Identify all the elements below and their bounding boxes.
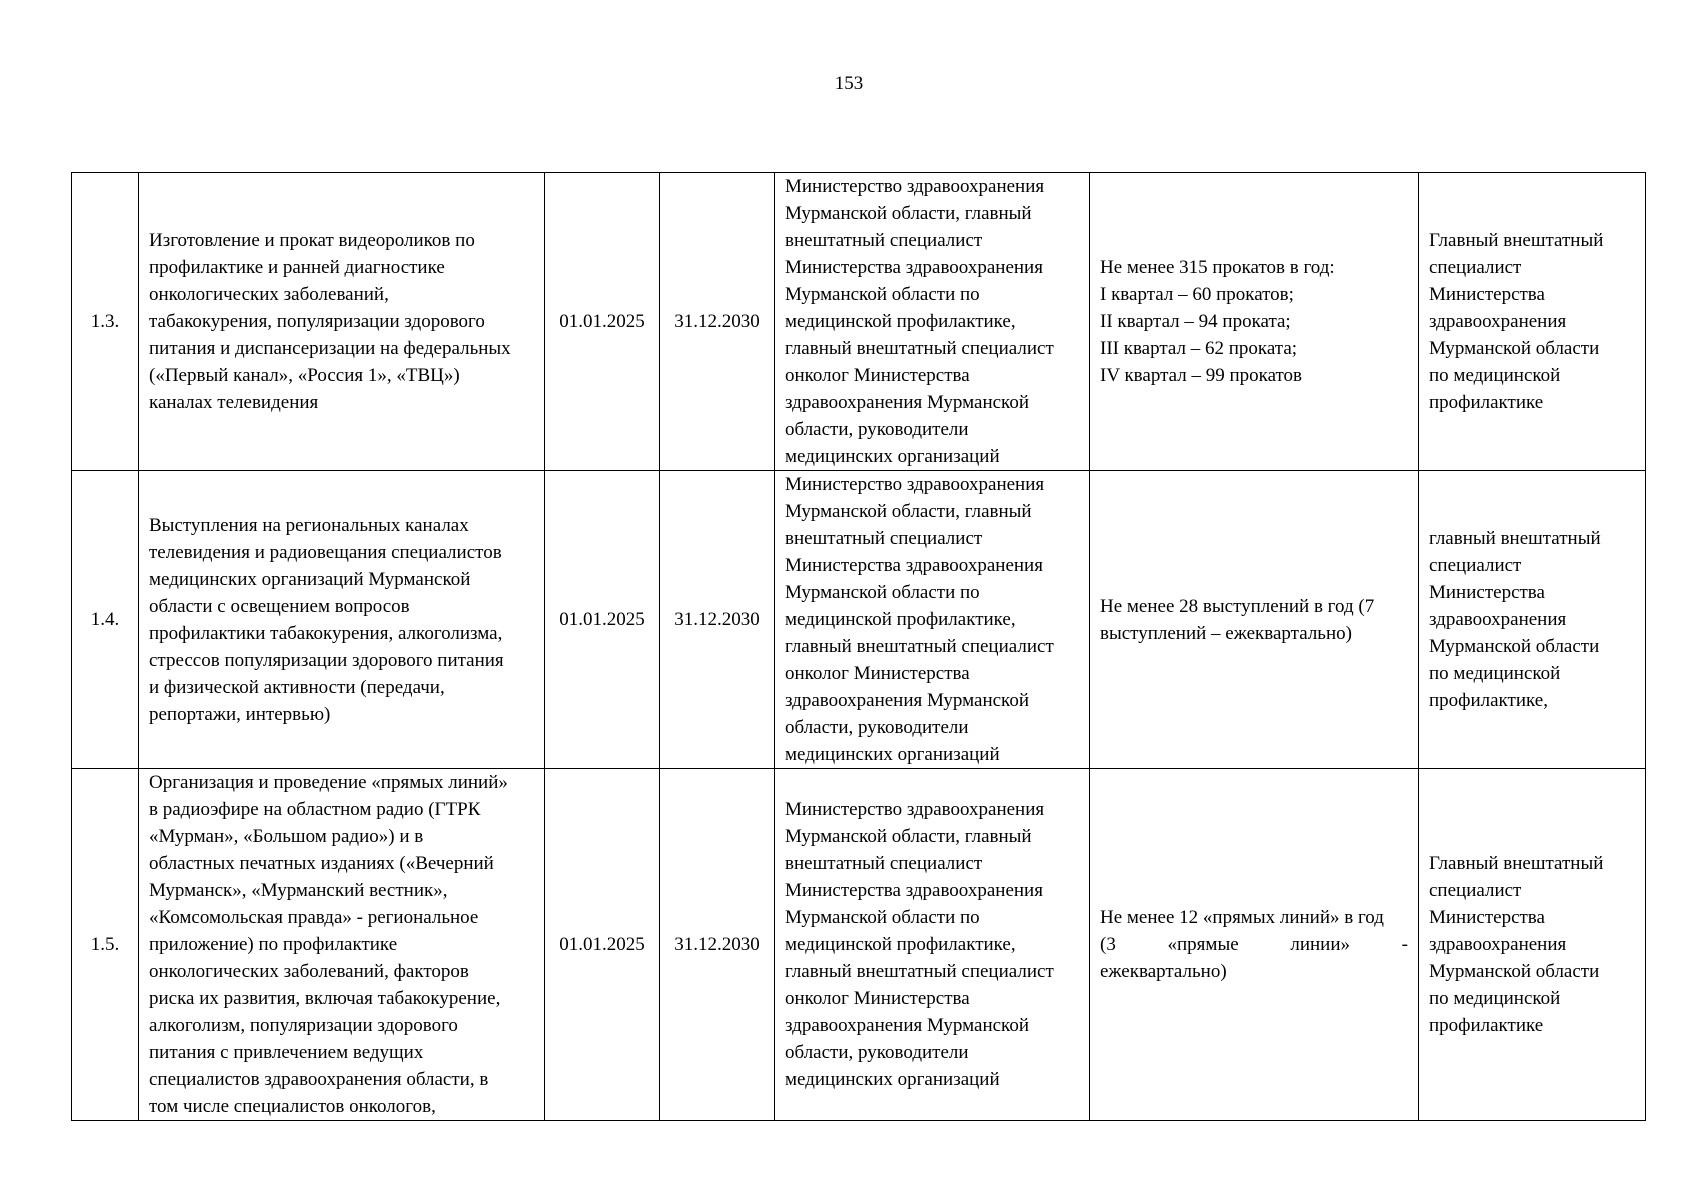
cell-line: ежеквартально) xyxy=(1100,961,1227,982)
cell-line: онколог Министерства xyxy=(785,988,970,1009)
cell-line: медицинских организаций Мурманской xyxy=(149,568,471,590)
table-row xyxy=(72,173,1646,471)
cell-line: Министерство здравоохранения xyxy=(785,176,1045,197)
cell-line: каналах телевидения xyxy=(149,392,319,413)
start-date: 01.01.2025 xyxy=(545,769,660,1121)
cell-line: Министерства xyxy=(1429,582,1545,603)
row-number: 1.3. xyxy=(72,173,139,471)
cell-line: Мурманской области xyxy=(1429,338,1600,359)
cell-line: областных печатных изданиях («Вечерний xyxy=(149,853,494,874)
cell-line: Не менее 28 выступлений в год (7 xyxy=(1100,595,1375,617)
page-number: 153 xyxy=(834,73,864,94)
cell-line: Мурманской области по xyxy=(785,907,980,928)
cell-line: Главный внештатный xyxy=(1429,230,1604,251)
row-number: 1.4. xyxy=(72,471,139,769)
cell-line: медицинских организаций xyxy=(785,1069,1000,1090)
cell-line: питания и диспансеризации на федеральных xyxy=(149,338,511,359)
cell-line: профилактике, xyxy=(1429,690,1548,711)
cell-line: по медицинской xyxy=(1429,365,1561,386)
activity-cell xyxy=(139,173,545,471)
cell-line: онкологических заболеваний, факторов xyxy=(149,961,469,982)
end-date: 31.12.2030 xyxy=(660,471,775,769)
cell-line: Мурманской области xyxy=(1429,961,1600,982)
cell-line: Не менее 315 прокатов в год: xyxy=(1100,257,1335,278)
indicator-cell xyxy=(1090,769,1419,1121)
cell-line: специалистов здравоохранения области, в xyxy=(149,1069,489,1090)
cell-line: области с освещением вопросов xyxy=(149,595,410,617)
cell-line: Министерства здравоохранения xyxy=(785,555,1043,576)
cell-line: главный внештатный xyxy=(1429,528,1601,549)
cell-line: по медицинской xyxy=(1429,988,1561,1009)
cell-line: здравоохранения xyxy=(1429,934,1567,955)
cell-line: медицинских организаций xyxy=(785,446,1000,467)
cell-line: профилактике и ранней диагностике xyxy=(149,257,445,278)
cell-line: II квартал – 94 проката; xyxy=(1100,311,1291,332)
cell-line: Министерства xyxy=(1429,907,1545,928)
cell-line: главный внештатный специалист xyxy=(785,961,1054,982)
cell-line: Организация и проведение «прямых линий» xyxy=(149,772,508,793)
cell-line: специалист xyxy=(1429,257,1522,278)
cell-line: области, руководители xyxy=(785,419,969,440)
cell-line: табакокурения, популяризации здорового xyxy=(149,311,485,332)
cell-line: («Первый канал», «Россия 1», «ТВЦ») xyxy=(149,365,460,386)
end-date: 31.12.2030 xyxy=(660,769,775,1121)
activity-cell xyxy=(139,471,545,769)
cell-line: и физической активности (передачи, xyxy=(149,676,445,698)
executors-cell xyxy=(775,769,1090,1121)
cell-line: медицинской профилактике, xyxy=(785,609,1016,630)
indicator-cell xyxy=(1090,173,1419,471)
cell-line: I квартал – 60 прокатов; xyxy=(1100,284,1294,305)
cell-line: здравоохранения xyxy=(1429,609,1567,630)
cell-line: области, руководители xyxy=(785,717,969,738)
cell-line: том числе специалистов онкологов, xyxy=(149,1096,436,1117)
responsible-cell xyxy=(1419,471,1646,769)
cell-line: Министерство здравоохранения xyxy=(785,474,1045,495)
cell-line: III квартал – 62 проката; xyxy=(1100,338,1298,359)
cell-line: главный внештатный специалист xyxy=(785,338,1054,359)
cell-line: Министерство здравоохранения xyxy=(785,799,1045,820)
row-number: 1.5. xyxy=(72,769,139,1121)
cell-line: здравоохранения Мурманской xyxy=(785,690,1029,711)
cell-line: Не менее 12 «прямых линий» в год xyxy=(1100,907,1384,928)
cell-line: риска их развития, включая табакокурение, xyxy=(149,988,501,1009)
cell-line: здравоохранения xyxy=(1429,311,1567,332)
cell-line: медицинской профилактике, xyxy=(785,934,1016,955)
cell-line: Выступления на региональных каналах xyxy=(149,514,469,536)
cell-line: онколог Министерства xyxy=(785,663,970,684)
responsible-cell xyxy=(1419,769,1646,1121)
cell-line: профилактике xyxy=(1429,1015,1544,1036)
cell-line: «Мурман», «Большом радио») и в xyxy=(149,826,424,847)
cell-line: внештатный специалист xyxy=(785,230,983,251)
cell-line: стрессов популяризации здорового питания xyxy=(149,649,504,671)
cell-line: Главный внештатный xyxy=(1429,853,1604,874)
cell-line: главный внештатный специалист xyxy=(785,636,1054,657)
cell-line: «Комсомольская правда» - региональное xyxy=(149,907,479,928)
cell-line: онкологических заболеваний, xyxy=(149,284,389,305)
cell-line: профилактики табакокурения, алкоголизма, xyxy=(149,622,503,644)
start-date: 01.01.2025 xyxy=(545,173,660,471)
cell-line: внештатный специалист xyxy=(785,528,983,549)
cell-line: в радиоэфире на областном радио (ГТРК xyxy=(149,799,481,820)
cell-line: Изготовление и прокат видеороликов по xyxy=(149,230,475,251)
cell-line: Мурманск», «Мурманский вестник», xyxy=(149,880,448,901)
cell-line: медицинских организаций xyxy=(785,744,1000,765)
activity-cell xyxy=(139,769,545,1121)
table-row xyxy=(72,471,1646,769)
cell-line: Мурманской области по xyxy=(785,284,980,305)
cell-line: Мурманской области, главный xyxy=(785,203,1032,224)
cell-line: Министерства здравоохранения xyxy=(785,257,1043,278)
cell-line: специалист xyxy=(1429,880,1522,901)
cell-line: внештатный специалист xyxy=(785,853,983,874)
end-date: 31.12.2030 xyxy=(660,173,775,471)
cell-line: Мурманской области xyxy=(1429,636,1600,657)
cell-line: здравоохранения Мурманской xyxy=(785,1015,1029,1036)
executors-cell xyxy=(775,471,1090,769)
indicator-cell xyxy=(1090,471,1419,769)
cell-line: по медицинской xyxy=(1429,663,1561,684)
cell-line: (3 «прямые линии» - xyxy=(1100,934,1408,955)
table-row xyxy=(72,769,1646,1121)
cell-line: Мурманской области, главный xyxy=(785,501,1032,522)
cell-line: алкоголизм, популяризации здорового xyxy=(149,1015,458,1036)
cell-line: медицинской профилактике, xyxy=(785,311,1016,332)
cell-line: Мурманской области по xyxy=(785,582,980,603)
cell-line: выступлений – ежеквартально) xyxy=(1100,622,1352,644)
cell-line: Министерства здравоохранения xyxy=(785,880,1043,901)
cell-line: приложение) по профилактике xyxy=(149,934,398,955)
responsible-cell xyxy=(1419,173,1646,471)
start-date: 01.01.2025 xyxy=(545,471,660,769)
cell-line: репортажи, интервью) xyxy=(149,703,331,725)
cell-line: Мурманской области, главный xyxy=(785,826,1032,847)
cell-line: IV квартал – 99 прокатов xyxy=(1100,365,1303,386)
cell-line: области, руководители xyxy=(785,1042,969,1063)
cell-line: питания с привлечением ведущих xyxy=(149,1042,424,1063)
cell-line: здравоохранения Мурманской xyxy=(785,392,1029,413)
cell-line: Министерства xyxy=(1429,284,1545,305)
cell-line: профилактике xyxy=(1429,392,1544,413)
executors-cell xyxy=(775,173,1090,471)
cell-line: телевидения и радиовещания специалистов xyxy=(149,541,502,563)
cell-line: специалист xyxy=(1429,555,1522,576)
cell-line: онколог Министерства xyxy=(785,365,970,386)
activity-plan-table xyxy=(71,172,1646,1121)
